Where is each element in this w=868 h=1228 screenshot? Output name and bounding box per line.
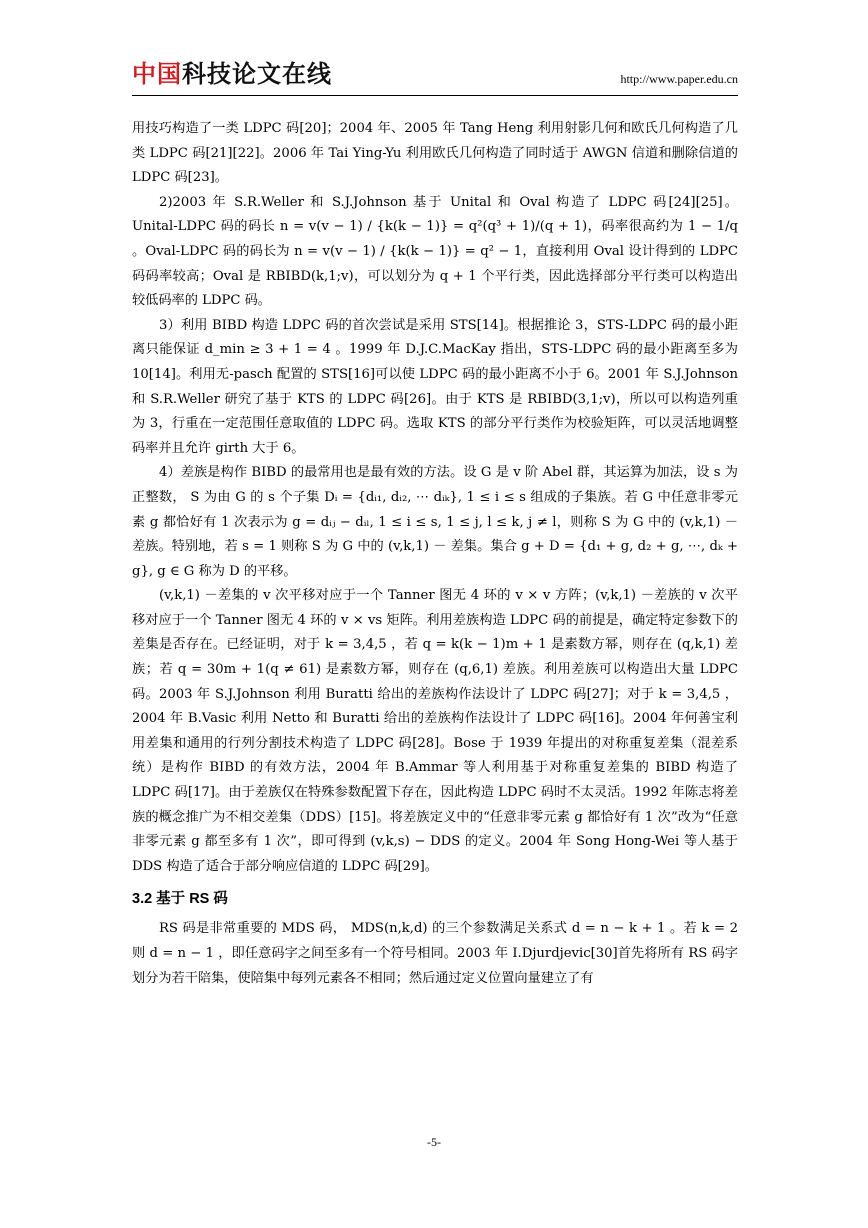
paragraph-2: 2)2003 年 S.R.Weller 和 S.J.Johnson 基于 Unital 和 Oval 构造了 LDPC 码[24][25]。Unital-LDPC 码的码长 n = v(v − 1) / {k(k − 1)} = q²(q³ + 1)/(q + 1)，码率很高约为 1 − 1/q 。Oval-LDPC 码的码长为 n = v(v − 1) / {k(k − 1)} = q² − 1，直接利用 Oval 设计得到的 LDPC 码码率较高；Oval 是 RBIBD(k,1;v)，可以划分为 q + 1 个平行类，因此选择部分平行类可以构造出较低码率的 LDPC 码。 bbox=[132, 194, 738, 309]
page-header bbox=[132, 60, 738, 96]
header-url[interactable]: http://www.paper.edu.cn bbox=[620, 72, 738, 86]
paragraph-1: 用技巧构造了一类 LDPC 码[20]；2004 年、2005 年 Tang Heng 利用射影几何和欧氏几何构造了几类 LDPC 码[21][22]。2006 年 Tai Ying-Yu 利用欧氏几何构造了同时适于 AWGN 信道和删除信道的 LDPC 码[23]。 bbox=[132, 121, 738, 186]
paragraph-5: (v,k,1) －差集的 v 次平移对应于一个 Tanner 图无 4 环的 v × v 方阵；(v,k,1) －差族的 v 次平移对应于一个 Tanner 图无 4 环的 v × vs 矩阵。利用差族构造 LDPC 码的前提是，确定特定参数下的差集是否存在。已经证明，对于 k = 3,4,5 ，若 q = k(k − 1)m + 1 是素数方幂，则存在 (q,k,1) 差族；若 q = 30m + 1(q ≠ 61) 是素数方幂，则存在 (q,6,1) 差族。利用差族可以构造出大量 LDPC 码。2003 年 S.J.Johnson 利用 Buratti 给出的差族构作法设计了 LDPC 码[27]；对于 k = 3,4,5 ，2004 年 B.Vasic 利用 Netto 和 Buratti 给出的差族构作法设计了 LDPC 码[16]。2004 年何善宝利用差集和通用的行列分割技术构造了 LDPC 码[28]。Bose 于 1939 年提出的对称重复差集（混差系统）是构作 BIBD 的有效方法，2004 年 B.Ammar 等人利用基于对称重复差集的 BIBD 构造了 LDPC 码[17]。由于差族仅在特殊参数配置下存在，因此构造 LDPC 码时不太灵活。1992 年陈志将差族的概念推广为不相交差集（DDS）[15]。将差族定义中的“任意非零元素 g 都恰好有 1 次”改为“任意非零元素 g 都至多有 1 次”，即可得到 (v,k,s) − DDS 的定义。2004 年 Song Hong-Wei 等人基于 DDS 构造了适合于部分响应信道的 LDPC 码[29]。 bbox=[132, 588, 738, 874]
logo-black-text: 科技论文在线 bbox=[182, 60, 332, 88]
paper-body bbox=[132, 117, 738, 991]
paragraph-3: 3）利用 BIBD 构造 LDPC 码的首次尝试是采用 STS[14]。根据推论 3，STS-LDPC 码的最小距离只能保证 d_min ≥ 3 + 1 = 4 。1999 年 D.J.C.MacKay 指出，STS-LDPC 码的最小距离至多为 10[14]。利用无-pasch 配置的 STS[16]可以使 LDPC 码的最小距离不小于 6。2001 年 S.J.Johnson 和 S.R.Weller 研究了基于 KTS 的 LDPC 码[26]。由于 KTS 是 RBIBD(3,1;v)，所以可以构造列重为 3，行重在一定范围任意取值的 LDPC 码。选取 KTS 的部分平行类作为校验矩阵，可以灵活地调整码率并且允许 girth 大于 6。 bbox=[132, 317, 738, 456]
section-heading: 3.2 基于 RS 码 bbox=[132, 891, 228, 908]
page-number: -5- bbox=[427, 1135, 441, 1149]
paragraph-6: RS 码是非常重要的 MDS 码， MDS(n,k,d) 的三个参数满足关系式 d = n − k + 1 。若 k = 2 则 d = n − 1 ，即任意码字之间至多有一个符号相同。2003 年 I.Djurdjevic[30]首先将所有 RS 码字划分为若干陪集，使陪集中每列元素各不相同；然后通过定义位置向量建立了有 bbox=[132, 921, 738, 986]
header-rule bbox=[132, 95, 738, 96]
site-logo bbox=[132, 60, 332, 88]
logo-red-text: 中国 bbox=[132, 60, 182, 88]
paragraph-4: 4）差族是构作 BIBD 的最常用也是最有效的方法。设 G 是 v 阶 Abel 群，其运算为加法，设 s 为正整数， S 为由 G 的 s 个子集 Dᵢ = {dᵢ₁, dᵢ₂, ⋯ dᵢₖ}, 1 ≤ i ≤ s 组成的子集族。若 G 中任意非零元素 g 都恰好有 1 次表示为 g = dᵢⱼ − dᵢₗ, 1 ≤ i ≤ s, 1 ≤ j, l ≤ k, j ≠ l，则称 S 为 G 中的 (v,k,1) － 差族。特别地，若 s = 1 则称 S 为 G 中的 (v,k,1) － 差集。集合 g + D = {d₁ + g, d₂ + g, ⋯, dₖ + g}, g ∈ G 称为 D 的平移。 bbox=[132, 465, 738, 579]
